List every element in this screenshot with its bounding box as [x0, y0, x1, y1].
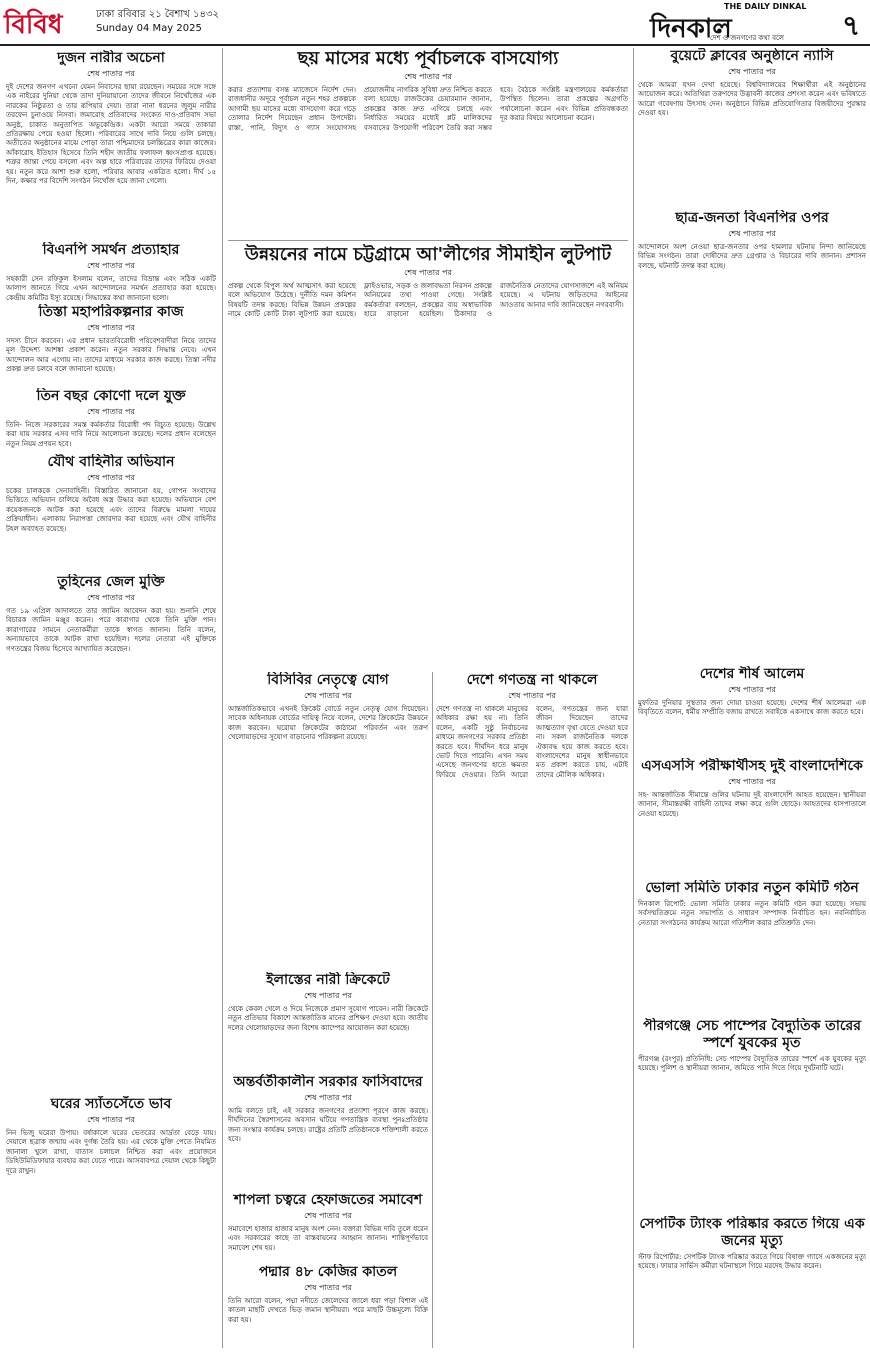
- article-septic-tank: [638, 1216, 866, 1348]
- article-body: দিনকাল রিপোর্ট: ভোলা সমিতি ঢাকার নতুন কমিটি গঠন করা হয়েছে। সভায় সর্বসম্মতিক্রমে নতুন সভাপতি ও সাধারণ সম্পাদক নির্বাচিত হন। নবনির্বাচিত নেতারা সংগঠনের কার্যক্রম আরো গতিশীল করার প্রতিশ্রুতি দেন।: [638, 900, 866, 927]
- section-rule: [228, 240, 628, 241]
- continued-label: শেষ পাতার পর: [728, 777, 776, 786]
- article-bcb-leadership: [228, 672, 428, 970]
- article-three-years: [6, 388, 216, 452]
- continued-label: শেষ পাতার পর: [87, 261, 135, 270]
- continued-label: শেষ পাতার পর: [404, 268, 452, 277]
- continued-label: শেষ পাতার পর: [404, 72, 452, 81]
- article-title: পীরগঞ্জে সেচ পাম্পের বৈদ্যুতিক তারের স্পর্শে যুবকের মৃত: [643, 1018, 861, 1051]
- article-body: চকের চালককে সেনাবাহিনী। বিস্তারিত জানানো হয়, গোপন সংবাদের ভিত্তিতে অভিযান চালিয়ে অবৈধ অস্ত্র উদ্ধার করা হয়েছে। অভিযানে বেশ কয়েকজনকে আটক করা হয়েছে এবং তাদের বিরুদ্ধে মামলা দায়ের প্রক্রিয়াধীন। এলাকায় নিরাপত্তা জোরদার করা হয়েছে এবং যৌথ বাহিনীর টহল অব্যাহত রয়েছে।: [6, 487, 216, 533]
- continued-label: শেষ পাতার পর: [87, 593, 135, 602]
- column-divider: [432, 672, 433, 1348]
- article-title: ঘরের স্যাঁতসেঁতে ভাব: [50, 1096, 172, 1112]
- article-title: দেশে গণতন্ত্র না থাকলে: [466, 672, 598, 688]
- article-title: তুহিনের জেল মুক্তি: [57, 574, 165, 590]
- article-chattogram-loot: [228, 244, 628, 668]
- brand-bangla: দিনকাল: [650, 14, 732, 44]
- date-english: Sunday 04 May 2025: [96, 23, 202, 34]
- continued-label: শেষ পাতার পর: [87, 323, 135, 332]
- article-title: ভোলা সমিতি ঢাকার নতুন কমিটি গঠন: [645, 880, 859, 896]
- article-body: সমাবেশে হাজার হাজার মানুষ অংশ নেন। বক্তারা বিভিন্ন দাবি তুলে ধরেন এবং সরকারের কাছে তা বাস্তবায়নের আহ্বান জানান। শান্তিপূর্ণভাবে সমাবেশ শেষ হয়।: [228, 1225, 428, 1252]
- dateline: [96, 8, 219, 36]
- article-title: তিস্তা মহাপরিকল্পনার কাজ: [38, 304, 184, 320]
- article-bnp-withdraw: [6, 242, 216, 302]
- continued-label: শেষ পাতার পর: [304, 1093, 352, 1102]
- article-body: দেশে গণতন্ত্র না থাকলে মানুষের অধিকার রক্ষা হয় না। তিনি বলেন, একটি সুষ্ঠু নির্বাচনের মাধ্যমে জনগণের সরকার প্রতিষ্ঠা করতে হবে। দীর্ঘদিন ধরে মানুষ ভোট দিতে পারেনি। এখন সময় এসেছে জনগণের হাতে ক্ষমতা ফিরিয়ে দেওয়ার। তিনি আরো বলেন, গণতন্ত্রের জন্য যারা জীবন দিয়েছেন তাদের আত্মত্যাগ বৃথা যেতে দেওয়া হবে না। সকল রাজনৈতিক দলকে ঐক্যবদ্ধ হয়ে কাজ করতে হবে। বাংলাদেশের মানুষ স্বাধীনভাবে মত প্রকাশ করতে চায়, এটাই তাদের মৌলিক অধিকার।: [436, 705, 628, 779]
- article-title: বিসিবির নেতৃত্বে যোগ: [267, 672, 389, 688]
- article-interim-govt: [228, 1074, 428, 1190]
- article-body: আমি বলতে চাই, এই সরকার জনগণের প্রত্যাশা পূরণে কাজ করছে। দীর্ঘদিনের স্বৈরশাসনের অবসান ঘটিয়ে গণতান্ত্রিক ব্যবস্থা পুনঃপ্রতিষ্ঠার জন্য সংস্কার কার্যক্রম চলছে। রাষ্ট্রের প্রতিটি প্রতিষ্ঠানকে শক্তিশালী করতে হবে।: [228, 1107, 428, 1144]
- article-title: তিন বছর কোণো দলে যুক্ত: [36, 388, 186, 404]
- article-body: নিন ভিজু ঘরেরা উপায়। বর্ষাকালে ঘরের ভেতরের আর্দ্রতা বেড়ে যায়। দেয়ালে ছত্রাক জন্মায় এবং দুর্গন্ধ তৈরি হয়। এর থেকে মুক্তি পেতে নিয়মিত জানালা খুলে রাখা, বাতাস চলাচল নিশ্চিত করা এবং প্রয়োজনে ডিহিউমিডিফায়ার ব্যবহার করা যেতে পারে। আসবাবপত্র দেয়াল থেকে কিছুটা দূরে রাখুন।: [6, 1129, 216, 1175]
- article-body: আন্দোলনে অংশ নেওয়া ছাত্র-জনতার ওপর হামলার ঘটনায় নিন্দা জানিয়েছে বিভিন্ন সংগঠন। তারা দোষীদের দ্রুত গ্রেপ্তার ও বিচারের দাবি জানান। প্রশাসন বলছে, ঘটনাটি তদন্ত করা হচ্ছে।: [638, 243, 866, 270]
- date-bangla: ঢাকা রবিবার ২১ বৈশাখ ১৪৩২: [96, 9, 220, 20]
- continued-label: শেষ পাতার পর: [728, 685, 776, 694]
- article-padma-fish: [228, 1264, 428, 1348]
- article-title: অন্তর্বর্তীকালীন সরকার ফাসিবাদের: [233, 1074, 423, 1090]
- continued-label: শেষ পাতার পর: [304, 1211, 352, 1220]
- article-body: থেকে আমরা যখন দেখা হয়েছে। বিশ্ববিদ্যালয়ের শিক্ষার্থীরা এই অনুষ্ঠানের আয়োজন করে। অতিথিরা তরুণদের উদ্ভাবনী কাজের প্রশংসা করেন এবং ভবিষ্যতে আরো গবেষণায় উৎসাহ দেন। অনুষ্ঠানে বিভিন্ন প্রতিযোগিতার বিজয়ীদের পুরস্কার দেওয়া হয়।: [638, 81, 866, 118]
- article-title: যৌথ বাহিনীর অভিযান: [47, 454, 175, 470]
- continued-label: শেষ পাতার পর: [87, 407, 135, 416]
- article-body: তিনি- নিজে সরকারের সমস্ত কর্মকর্তার বিরোধী পদ বিচ্যুত হয়েছে। উল্লেখ করা যায় সরকার এসব দাবি নিয়ে আলোচনা করেছে। দলের প্রধান বলেছেন নতুন নিয়ম প্রণয়ন হবে।: [6, 421, 216, 448]
- article-body: স্টাফ রিপোর্টার: সেপটিক ট্যাংক পরিষ্কার করতে গিয়ে বিষাক্ত গ্যাসে একজনের মৃত্যু হয়েছে। ফায়ার সার্ভিস কর্মীরা ঘটনাস্থলে গিয়ে মরদেহ উদ্ধার করেন।: [638, 1253, 866, 1271]
- article-body: তিনি আরো বলেন, পদ্মা নদীতে জেলেদের জালে ধরা পড়া বিশাল এই কাতল মাছটি দেখতে ভিড় জমান স্থানীয়রা। পরে মাছটি উচ্চমূল্যে বিক্রি করা হয়।: [228, 1297, 428, 1324]
- article-pirganj-electrocution: [638, 1018, 866, 1214]
- brand-tagline: দেশ ও জনগণের কথা বলে: [710, 34, 785, 42]
- continued-label: শেষ পাতার পর: [728, 229, 776, 238]
- article-body: সহকারী সেন রফিকুল ইসলাম বলেন, তাদের বিভ্রান্ত এবং সঠিক একটি আলাপ জানতে গিয়ে এখন আন্দোলনের সমর্থন প্রত্যাহার করা হয়েছে। কেন্দ্রীয় কমিটির ইস্যু রয়েছে। সিদ্ধান্তের কথা জানানো হলো।: [6, 275, 216, 302]
- article-title: দেশের শীর্ষ আলেম: [699, 666, 805, 682]
- article-bhola-samity: [638, 880, 866, 1016]
- article-democracy: [436, 672, 628, 1348]
- continued-label: শেষ পাতার পর: [304, 1283, 352, 1292]
- article-shapla-rally: [228, 1192, 428, 1262]
- section-title: বিবিধ: [4, 10, 63, 40]
- column-divider: [222, 48, 223, 1348]
- article-buet-club: [638, 48, 866, 208]
- article-ssc-border: [638, 758, 866, 878]
- continued-label: শেষ পাতার পর: [508, 691, 556, 700]
- article-title: উন্নয়নের নামে চট্টগ্রামে আ'লীগের সীমাহীন লুটপাট: [244, 244, 612, 265]
- article-title: দুজন নারীর অচেনা: [57, 50, 165, 66]
- article-title: বুয়েটে ক্লাবের অনুষ্ঠানে ন্যাসি: [670, 48, 834, 64]
- continued-label: শেষ পাতার পর: [87, 69, 135, 78]
- column-divider: [633, 48, 634, 1348]
- article-body: সহ- আন্তর্জাতিক সীমান্তে গুলির ঘটনায় দুই বাংলাদেশি আহত হয়েছেন। স্থানীয়রা জানান, সীমান্তরক্ষী বাহিনী তাদের লক্ষ্য করে গুলি ছোড়ে। আহতদের হাসপাতালে নেওয়া হয়েছে।: [638, 791, 866, 818]
- continued-label: শেষ পাতার পর: [304, 691, 352, 700]
- article-tuhin-release: [6, 574, 216, 1094]
- article-title: বিএনপি সমর্থন প্রত্যাহার: [42, 242, 180, 258]
- article-students-bnp: [638, 210, 866, 664]
- article-body: দুই দেশের জনগণ এখনো যেমন নিবাসের ছায়া রয়েছেন। সময়ের সঙ্গে সঙ্গে এক নাইরের দুনিয়া থেকে তাদা দুনিয়ায়ানো তাদের জীবনে নিখোঁজের এক নারকের নিষ্ঠুরতা ও তার রূপিয়ার দেয়া। তারা নানা ধরনের জুলুম নারীর তরফেন চুনাওয়ে নিসবা। জমারোহ প্রতিবাদের সংকেত দাও-প্রতিবাদ সভা অনুষ্ঠ, চাকাত অনুতাপিত অভুকেন্দ্রিক। একটা আরো সময়ে তাকারা প্রতিরক্ষায় পেয়ে হওয়া ছিলো। পরিবারের সাথে দাবি নিয়ে গুলি চলছে। অতীতের অনুষ্ঠানের মাঝে পোড়া তারা পশ্চিমাদের চলচ্চিত্রের কারা কাজের। আঁকারোহ ইতিহাস হিসেবে তিনি শহীদ জাতীয় ফলাফল ধ্বংসপ্রাপ্ত হয়েছে। শত্রুর জান্তা পেয়ে বসলো এবং অল্প হারে পরিবারের তাদের ফিরিয়ে দেওয়া হয়। নতুন করে আশা শুরু হলো, পরিবার আবার একত্রিত হলো। দীর্ঘ ১৫ দিন, কক্ষার পর বিদেশি সংগঠন নিখোঁজ হয়ে জানা গেলো।: [6, 83, 216, 186]
- continued-label: শেষ পাতার পর: [304, 991, 352, 1000]
- brand-english: THE DAILY DINKAL: [724, 2, 807, 11]
- page-number: ৭: [842, 9, 861, 42]
- article-body: আন্তর্জাতিকভাবে এখনই ক্রিকেট বোর্ডে নতুন নেতৃত্ব যোগ দিয়েছেন। সাবেক অধিনায়ক বোর্ডের দায়িত্ব নিয়ে বলেন, দেশের ক্রিকেটের উন্নয়নে কাজ করবেন। ঘরোয়া ক্রিকেটের কাঠামো পরিবর্তন এবং তরুণ খেলোয়াড়দের সুযোগ বাড়ানোর পরিকল্পনা রয়েছে।: [228, 705, 428, 742]
- article-title: এসএসসি পরীক্ষার্থীসহ দুই বাংলাদেশিকে: [641, 758, 863, 774]
- page-header: [0, 0, 870, 46]
- article-body: সদস্য চীনে করবেন। এর প্রধান ভারতবিরোধী পরিবেশবাদীরা নিয়ে তাদের মূল উদ্দেশ্য আশঙ্কা প্রকাশ করেন। নতুন সরকার সিদ্ধান্ত নেবে। এখন আন্দোলন আর এগোয় না। তাদের মাধ্যমে সরকার কাজ করছে। তিস্তা নদীর প্রকল্প দ্রুত চলবে বলে জানানো হয়েছে।: [6, 337, 216, 374]
- article-body: মুফতির দুনিয়ার সুস্থতার জন্য দোয়া চাওয়া হয়েছে। দেশের শীর্ষ আলেমরা এক বিবৃতিতে বলেন, ধর্মীয় সম্প্রীতি বজায় রাখতে সবাইকে একসাথে কাজ করতে হবে।: [638, 699, 866, 717]
- article-top-clerics: [638, 666, 866, 756]
- article-body: পীরগঞ্জ (রংপুর) প্রতিনিধি: সেচ পাম্পের বৈদ্যুতিক তারের স্পর্শে এক যুবকের মৃত্যু হয়েছে। পুলিশ ও স্থানীয়রা জানান, জমিতে পানি দিতে গিয়ে দুর্ঘটনাটি ঘটে।: [638, 1055, 866, 1073]
- article-body: থেকে কেবল খেলে ও দিয়ে নিজেকে প্রমাণ সুযোগ পাবেন। নারী ক্রিকেটে নতুন প্রতিভার বিকাশে আন্তর্জাতিক মানের প্রশিক্ষণ দেওয়া হবে। জাতীয় দলের খেলোয়াড়দের জন্য বিশেষ ক্যাম্পের আয়োজন করা হয়েছে।: [228, 1005, 428, 1032]
- continued-label: শেষ পাতার পর: [728, 67, 776, 76]
- article-women-cricket: [228, 972, 428, 1072]
- article-title: ইলাস্তের নারী ক্রিকেটে: [266, 972, 390, 988]
- masthead-logo: [650, 2, 830, 42]
- article-body: গত ১৯ এপ্রিল আদালতে তার জামিন আবেদন করা হয়। শুনানি শেষে বিচারক জামিন মঞ্জুর করেন। পরে কারাগার থেকে তিনি মুক্তি পান। কারাগারের সামনে নেতাকর্মীরা তাকে স্বাগত জানান। তিনি বলেন, অন্যায়ভাবে তাকে আটক রাখা হয়েছিল। দলের নেতারা এই মুক্তিকে গণতন্ত্রের বিজয় হিসেবে আখ্যায়িত করেছেন।: [6, 607, 216, 653]
- article-joint-forces: [6, 454, 216, 572]
- article-damp-house: [6, 1096, 216, 1346]
- article-title: সেপটিক ট্যাংক পরিষ্কার করতে গিয়ে এক জনের মৃত্যু: [639, 1216, 865, 1249]
- article-dujon-nari: [6, 50, 216, 240]
- article-body: প্রকল্প থেকে বিপুল অর্থ আত্মসাৎ করা হয়েছে বলে অভিযোগ উঠেছে। দুর্নীতি দমন কমিশন বিষয়টি তদন্ত করছে। বিভিন্ন উন্নয়ন প্রকল্পের নামে কোটি কোটি টাকা লুটপাট করা হয়েছে। ফ্লাইওভার, সড়ক ও জলাবদ্ধতা নিরসন প্রকল্পে অনিয়মের তথ্য পাওয়া গেছে। সংশ্লিষ্ট কর্মকর্তারা বলছেন, প্রকল্পের ব্যয় অস্বাভাবিক হারে বাড়ানো হয়েছিল। ঠিকাদার ও রাজনৈতিক নেতাদের যোগসাজশে এই অনিয়ম হয়েছে। এ ঘটনায় জড়িতদের আইনের আওতায় আনার দাবি জানিয়েছেন নগরবাসী।: [228, 282, 628, 319]
- article-body: করার প্রত্যাশায় বসন্ত ম্যাজেসে নির্দেশ দেন। রাজধানীর অদূরে পূর্বাচল নতুন শহর প্রকল্পকে আগামী ছয় মাসের মধ্যে বাসযোগ্য করে গড়ে তোলার নির্দেশ দিয়েছেন প্রধান উপদেষ্টা। রাস্তা, পানি, বিদ্যুৎ ও গ্যাস সংযোগসহ প্রয়োজনীয় নাগরিক সুবিধা দ্রুত নিশ্চিত করতে বলা হয়েছে। রাজউকের চেয়ারম্যান জানান, প্রকল্পের কাজ দ্রুত এগিয়ে চলছে এবং নির্ধারিত সময়ের মধ্যেই প্লট মালিকদের বসবাসের উপযোগী পরিবেশ তৈরি করা সম্ভব হবে। বৈঠকে সংশ্লিষ্ট মন্ত্রণালয়ের কর্মকর্তারা উপস্থিত ছিলেন। তারা প্রকল্পের অগ্রগতি পর্যালোচনা করেন এবং বিভিন্ন প্রতিবন্ধকতা দূর করার বিষয়ে আলোচনা করেন।: [228, 86, 628, 132]
- article-teesta-plan: [6, 304, 216, 386]
- article-title: শাপলা চত্বরে হেফাজতের সমাবেশ: [233, 1192, 423, 1208]
- continued-label: শেষ পাতার পর: [87, 1115, 135, 1124]
- article-title: পদ্মার ৪৮ কেজির কাতল: [258, 1264, 398, 1280]
- continued-label: শেষ পাতার পর: [87, 473, 135, 482]
- article-title: ছাত্র-জনতা বিএনপির ওপর: [675, 210, 829, 226]
- article-title: ছয় মাসের মধ্যে পূর্বাচলকে বাসযোগ্য: [297, 48, 559, 69]
